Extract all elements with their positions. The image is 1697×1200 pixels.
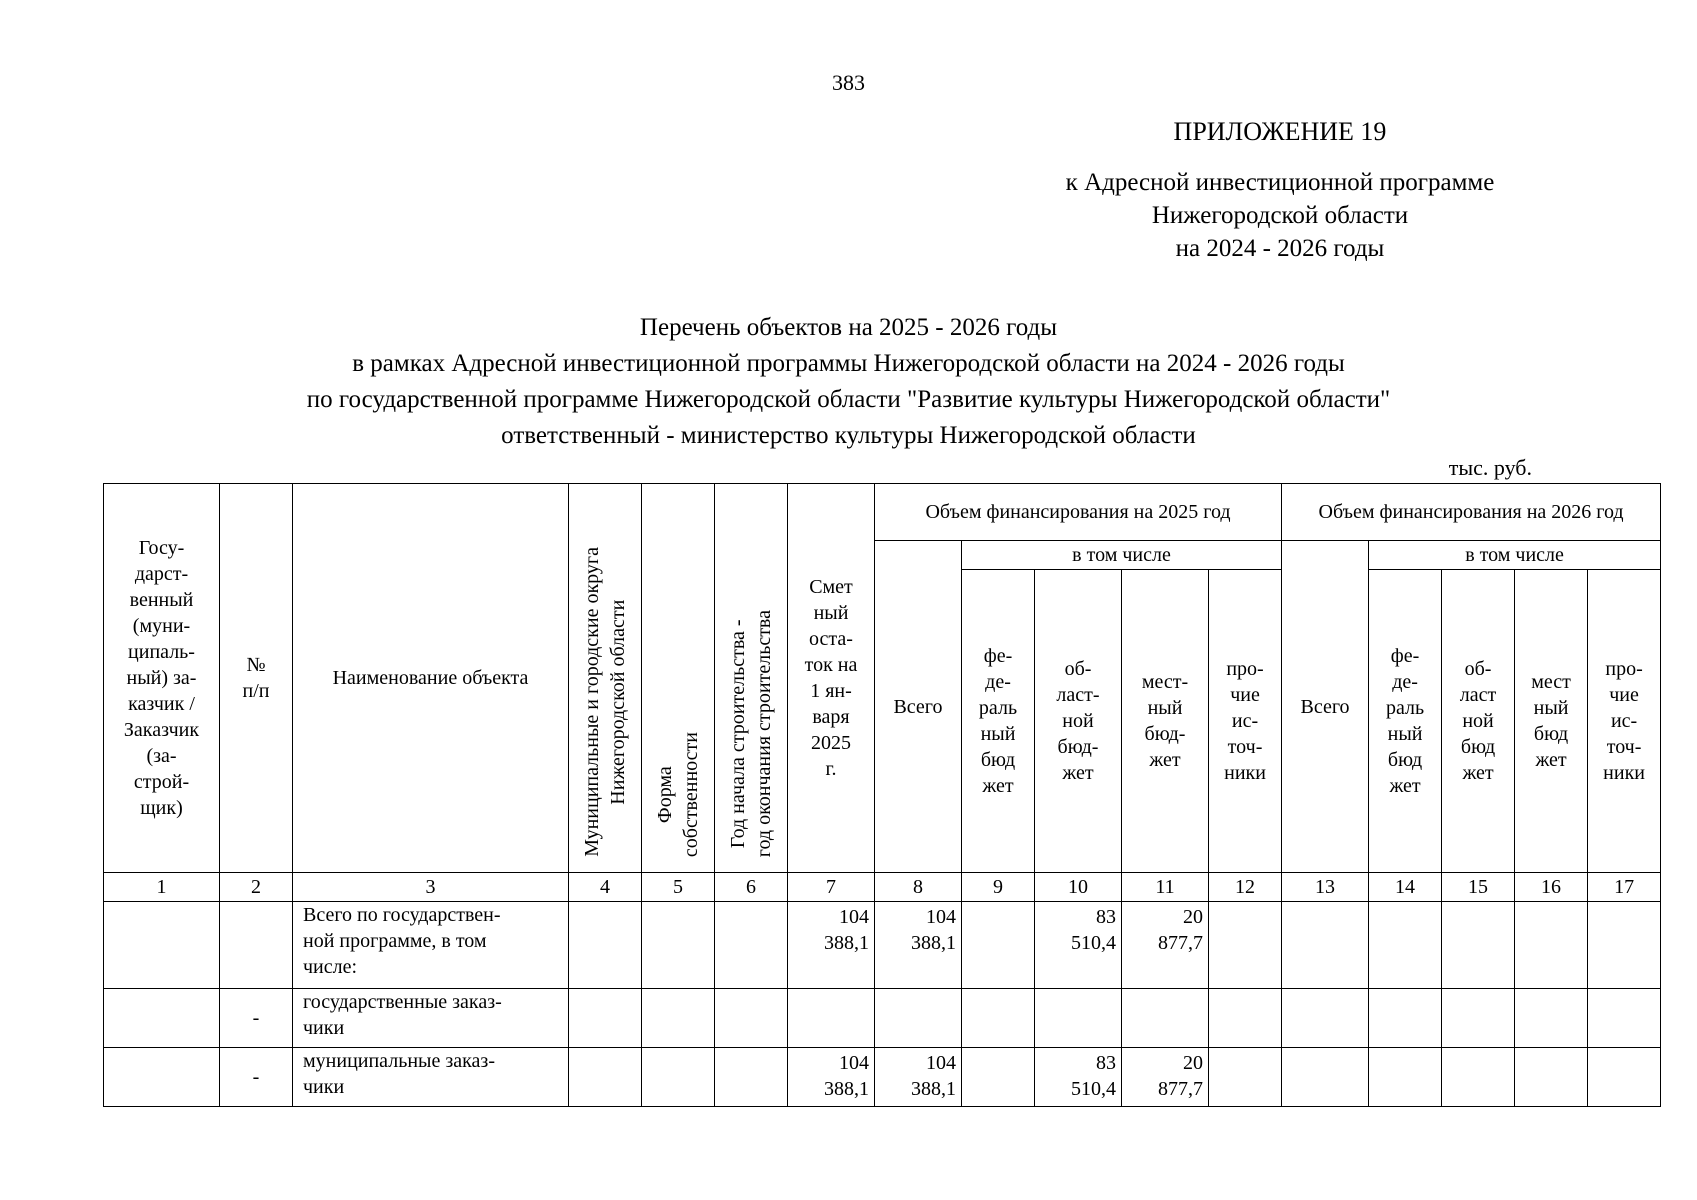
header-districts: Муниципальные и городские округа Нижегородской области: [569, 484, 642, 873]
table-cell: [1282, 1048, 1369, 1107]
table-cell: муниципальные заказ- чики: [293, 1048, 569, 1107]
document-title-line: в рамках Адресной инвестиционной программы Нижегородской области на 2024 - 2026 годы: [352, 350, 1345, 377]
header-funding-2025: Объем финансирования на 2025 год: [875, 484, 1282, 541]
table-cell: [569, 989, 642, 1048]
units-label: тыс. руб.: [1448, 455, 1532, 480]
table-cell: [1515, 902, 1588, 989]
table-cell: [1515, 989, 1588, 1048]
header-local-2026: мест ный бюд жет: [1515, 570, 1588, 873]
table-cell: [1122, 989, 1209, 1048]
header-years: Год начала строительства - год окончания строительства: [715, 484, 788, 873]
appendix-subtitle-line: к Адресной инвестиционной программе: [1065, 169, 1495, 196]
column-number: 6: [715, 873, 788, 902]
column-number: 17: [1588, 873, 1661, 902]
table-cell: [1588, 902, 1661, 989]
header-ownership: Форма собственности: [642, 484, 715, 873]
column-number: 8: [875, 873, 962, 902]
header-including-2025: в том числе: [962, 541, 1282, 570]
header-federal-2026: фе- де- раль ный бюд жет: [1369, 570, 1442, 873]
table-cell: 104 388,1: [788, 902, 875, 989]
table-cell: [962, 1048, 1035, 1107]
header-regional-2026: об- ласт ной бюд жет: [1442, 570, 1515, 873]
table-cell: [642, 989, 715, 1048]
funding-table: [103, 483, 1661, 1107]
header-balance: Смет ный оста- ток на 1 ян- варя 2025 г.: [788, 484, 875, 873]
document-title-line: по государственной программе Нижегородской области "Развитие культуры Нижегородской области": [306, 386, 1391, 413]
table-cell: [1035, 989, 1122, 1048]
table-cell: [1282, 902, 1369, 989]
header-object-name: Наименование объекта: [293, 484, 569, 873]
table-body: [104, 902, 1661, 1107]
table-cell: [220, 902, 293, 989]
table-cell: [1369, 902, 1442, 989]
column-number: 4: [569, 873, 642, 902]
table-cell: [569, 1048, 642, 1107]
header-total-2025: Всего: [875, 541, 962, 873]
header-total-2026: Всего: [1282, 541, 1369, 873]
column-number: 11: [1122, 873, 1209, 902]
column-number: 7: [788, 873, 875, 902]
column-number: 1: [104, 873, 220, 902]
header-number: № п/п: [220, 484, 293, 873]
table-cell: 83 510,4: [1035, 902, 1122, 989]
table-cell: государственные заказ- чики: [293, 989, 569, 1048]
table-cell: [104, 1048, 220, 1107]
column-number: 9: [962, 873, 1035, 902]
column-number: 14: [1369, 873, 1442, 902]
table-row: [104, 989, 1661, 1048]
table-cell: 83 510,4: [1035, 1048, 1122, 1107]
column-numbers-row: [104, 873, 1661, 902]
table-cell: 104 388,1: [788, 1048, 875, 1107]
document-title: [0, 310, 1697, 454]
table-cell: 104 388,1: [875, 1048, 962, 1107]
table-row: [104, 1048, 1661, 1107]
appendix-subtitle-line: Нижегородской области: [1151, 202, 1409, 229]
table-cell: [1442, 1048, 1515, 1107]
table-cell: -: [220, 1048, 293, 1107]
table-cell: [962, 902, 1035, 989]
table-cell: [1209, 902, 1282, 989]
table-cell: [642, 1048, 715, 1107]
header-including-2026: в том числе: [1369, 541, 1661, 570]
header-local-2025: мест- ный бюд- жет: [1122, 570, 1209, 873]
table-cell: [569, 902, 642, 989]
table-cell: 20 877,7: [1122, 1048, 1209, 1107]
column-number: 2: [220, 873, 293, 902]
table-cell: 104 388,1: [875, 902, 962, 989]
table-cell: Всего по государствен- ной программе, в том числе:: [293, 902, 569, 989]
table-cell: [715, 902, 788, 989]
column-number: 12: [1209, 873, 1282, 902]
table-cell: [1369, 1048, 1442, 1107]
column-number: 15: [1442, 873, 1515, 902]
table-cell: [104, 902, 220, 989]
page-number: 383: [832, 70, 865, 95]
header-funding-2026: Объем финансирования на 2026 год: [1282, 484, 1661, 541]
header-federal-2025: фе- де- раль ный бюд жет: [962, 570, 1035, 873]
column-number: 5: [642, 873, 715, 902]
table-cell: [1369, 989, 1442, 1048]
document-title-line: Перечень объектов на 2025 - 2026 годы: [639, 314, 1058, 341]
table-cell: [1209, 989, 1282, 1048]
table-cell: [715, 989, 788, 1048]
header-customer: Госу- дарст- венный (муни- ципаль- ный) за- казчик / Заказчик (за- строй- щик): [104, 484, 220, 873]
document-title-line: ответственный - министерство культуры Нижегородской области: [501, 422, 1196, 449]
table-cell: [788, 989, 875, 1048]
appendix-title: ПРИЛОЖЕНИЕ 19: [1173, 117, 1387, 146]
table-cell: [962, 989, 1035, 1048]
table-cell: [1209, 1048, 1282, 1107]
column-number: 13: [1282, 873, 1369, 902]
header-row: [104, 484, 1661, 541]
appendix-subtitle-line: на 2024 - 2026 годы: [1175, 235, 1385, 262]
column-number: 3: [293, 873, 569, 902]
table-cell: [715, 1048, 788, 1107]
table-cell: [104, 989, 220, 1048]
header-regional-2025: об- ласт- ной бюд- жет: [1035, 570, 1122, 873]
header-other-2026: про- чие ис- точ- ники: [1588, 570, 1661, 873]
table-cell: [1588, 989, 1661, 1048]
table-cell: [1588, 1048, 1661, 1107]
table-cell: 20 877,7: [1122, 902, 1209, 989]
table-cell: [875, 989, 962, 1048]
column-number: 10: [1035, 873, 1122, 902]
table-cell: [642, 902, 715, 989]
table-cell: [1282, 989, 1369, 1048]
table-cell: -: [220, 989, 293, 1048]
table-cell: [1442, 989, 1515, 1048]
column-number: 16: [1515, 873, 1588, 902]
appendix-subtitle: [1030, 166, 1530, 265]
table-cell: [1442, 902, 1515, 989]
table-cell: [1515, 1048, 1588, 1107]
table-row: [104, 902, 1661, 989]
header-other-2025: про- чие ис- точ- ники: [1209, 570, 1282, 873]
